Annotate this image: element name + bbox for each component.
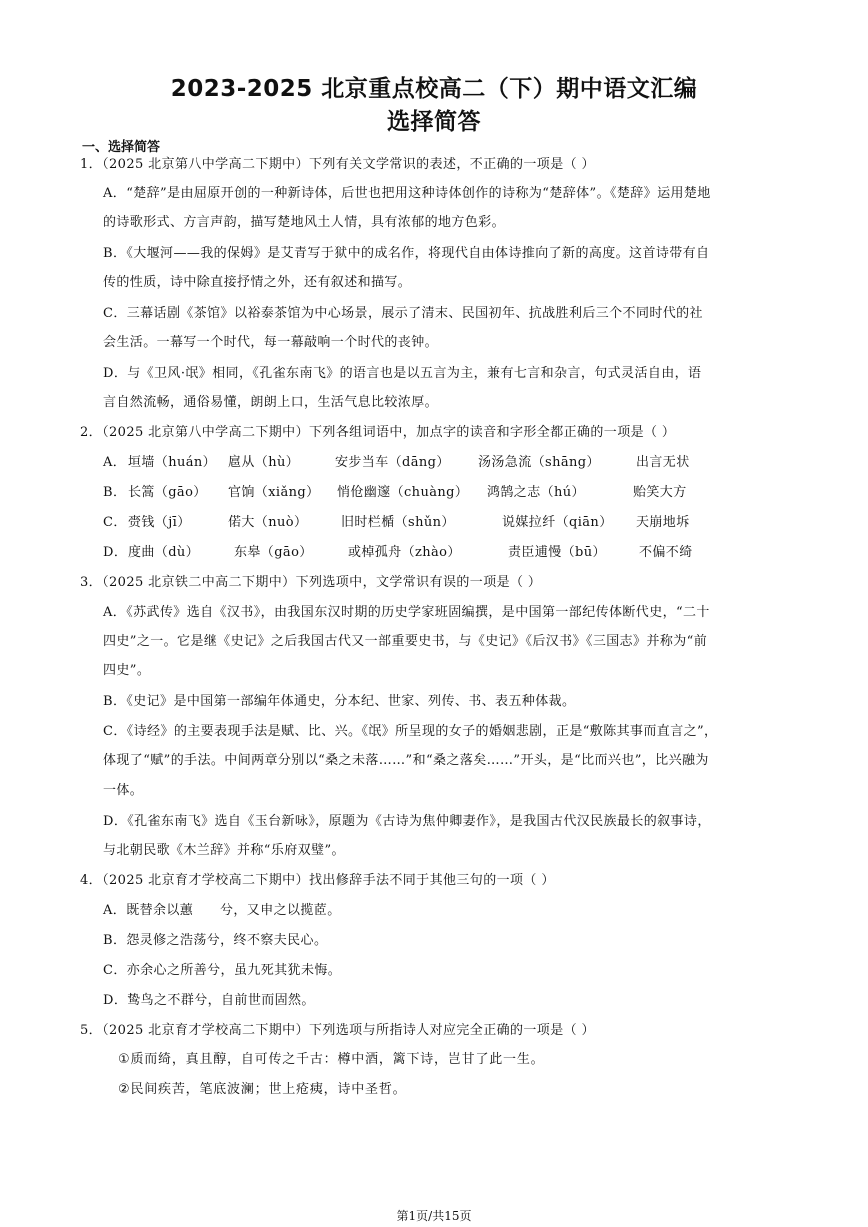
q1-option-c-line1: C．三幕话剧《茶馆》以裕泰茶馆为中心场景，展示了清末、民国初年、抗战胜利后三个不同时代的社 (103, 306, 703, 321)
q2-word: 垣墙（huán） (128, 455, 217, 470)
q3-option-d-line2: 与北朝民歌《木兰辞》并称“乐府双璧”。 (103, 843, 345, 858)
q2-word: 长篙（gāo） (128, 485, 207, 500)
q2-word: 不偏不绮 (639, 545, 693, 560)
q2-word: 责臣逋慢（bū） (508, 545, 606, 560)
q2-word: 安步当车（dāng） (335, 455, 450, 470)
page-number: 第1页/共15页 (396, 1209, 472, 1223)
q1-option-a-line2: 的诗歌形式、方言声韵，描写楚地风土人情，具有浓郁的地方色彩。 (103, 215, 506, 230)
q2-word: 旧时栏楯（shǔn） (341, 515, 455, 530)
q2-word: 东皋（gāo） (234, 545, 313, 560)
q2-word: 悄伧幽邃（chuàng） (337, 485, 469, 500)
q2-word: 出言无状 (636, 455, 690, 470)
section-heading: 一、选择简答 (82, 140, 161, 155)
q3-option-d-line1: D．《孔雀东南飞》选自《玉台新咏》，原题为《古诗为焦仲卿妻作》，是我国古代汉民族最长的叙事诗， (103, 814, 711, 829)
q4-option-b: B．怨灵修之浩荡兮，终不察夫民心。 (103, 933, 328, 948)
q2-word: 赍钱（jī） (128, 515, 191, 530)
q2-word: 官饷（xiǎng） (228, 485, 320, 500)
question-1-stem: 1．（2025 北京第八中学高二下期中）下列有关文学常识的表述，不正确的一项是（ ） (80, 157, 595, 172)
q2-word: 偌大（nuò） (228, 515, 308, 530)
q4-option-a: A．既替余以蕙 兮，又申之以揽茝。 (103, 903, 341, 918)
q2-word: 天崩地坼 (636, 515, 690, 530)
document-title: 2023-2025 北京重点校高二（下）期中语文汇编 (170, 76, 698, 102)
q5-poem-line-2: ②民间疾苦，笔底波澜；世上疮痍，诗中圣哲。 (118, 1082, 407, 1097)
q3-option-a-line1: A．《苏武传》选自《汉书》，由我国东汉时期的历史学家班固编撰，是中国第一部纪传体断代史，“二十 (103, 605, 710, 620)
q3-option-a-line3: 四史”。 (103, 663, 151, 678)
q1-option-d-line1: D．与《卫风·氓》相同，《孔雀东南飞》的语言也是以五言为主，兼有七言和杂言，句式灵活自由，语 (103, 366, 702, 381)
q5-poem-line-1: ①质而绮，真且醇，自可传之千古：樽中酒，篱下诗，岂甘了此一生。 (118, 1052, 545, 1067)
q2-word: 鸿鹄之志（hú） (487, 485, 585, 500)
q3-option-a-line2: 四史”之一。它是继《史记》之后我国古代又一部重要史书，与《史记》《后汉书》《三国志》并称为“前 (103, 634, 708, 649)
q1-option-c-line2: 会生活。一幕写一个时代，每一幕敲响一个时代的丧钟。 (103, 335, 439, 350)
question-2-stem: 2．（2025 北京第八中学高二下期中）下列各组词语中，加点字的读音和字形全都正确的一项是（ ） (80, 425, 676, 440)
q2-word: 扈从（hù） (228, 455, 300, 470)
q1-option-a-line1: A．“楚辞”是由屈原开创的一种新诗体，后世也把用这种诗体创作的诗称为“楚辞体”。《楚辞》运用楚地 (103, 186, 711, 201)
q2-option-letter: B． (103, 485, 127, 500)
q2-word: 度曲（dù） (128, 545, 200, 560)
q3-option-c-line1: C．《诗经》的主要表现手法是赋、比、兴。《氓》所呈现的女子的婚姻悲剧，正是“敷陈其事而直言之”， (103, 724, 718, 739)
q2-option-letter: A． (103, 455, 127, 470)
q1-option-b-line2: 传的性质，诗中除直接抒情之外，还有叙述和描写。 (103, 275, 412, 290)
q1-option-d-line2: 言自然流畅，通俗易懂，朗朗上口，生活气息比较浓厚。 (103, 395, 439, 410)
question-4-stem: 4．（2025 北京育才学校高二下期中）找出修辞手法不同于其他三句的一项（ ） (80, 873, 555, 888)
question-5-stem: 5．（2025 北京育才学校高二下期中）下列选项与所指诗人对应完全正确的一项是（ ） (80, 1023, 595, 1038)
q2-word: 或棹孤舟（zhào） (348, 545, 461, 560)
q3-option-b-line1: B．《史记》是中国第一部编年体通史，分本纪、世家、列传、书、表五种体裁。 (103, 694, 576, 709)
q2-word: 贻笑大方 (633, 485, 687, 500)
q3-option-c-line2: 体现了“赋”的手法。中间两章分别以“桑之未落……”和“桑之落矣……”开头，是“比而兴也”，比兴融为 (103, 753, 709, 768)
document-subtitle: 选择简答 (387, 109, 481, 135)
q2-option-letter: D． (103, 545, 128, 560)
q2-option-letter: C． (103, 515, 127, 530)
question-3-stem: 3．（2025 北京铁二中高二下期中）下列选项中，文学常识有误的一项是（ ） (80, 575, 542, 590)
q4-option-d: D．鸷鸟之不群兮，自前世而固然。 (103, 993, 315, 1008)
q3-option-c-line3: 一体。 (103, 783, 144, 798)
q2-word: 说媒拉纤（qiān） (502, 515, 613, 530)
q1-option-b-line1: B．《大堰河——我的保姆》是艾青写于狱中的成名作，将现代自由体诗推向了新的高度。这首诗带有自 (103, 246, 710, 261)
q4-option-c: C．亦余心之所善兮，虽九死其犹未悔。 (103, 963, 342, 978)
q2-word: 汤汤急流（shāng） (478, 455, 600, 470)
